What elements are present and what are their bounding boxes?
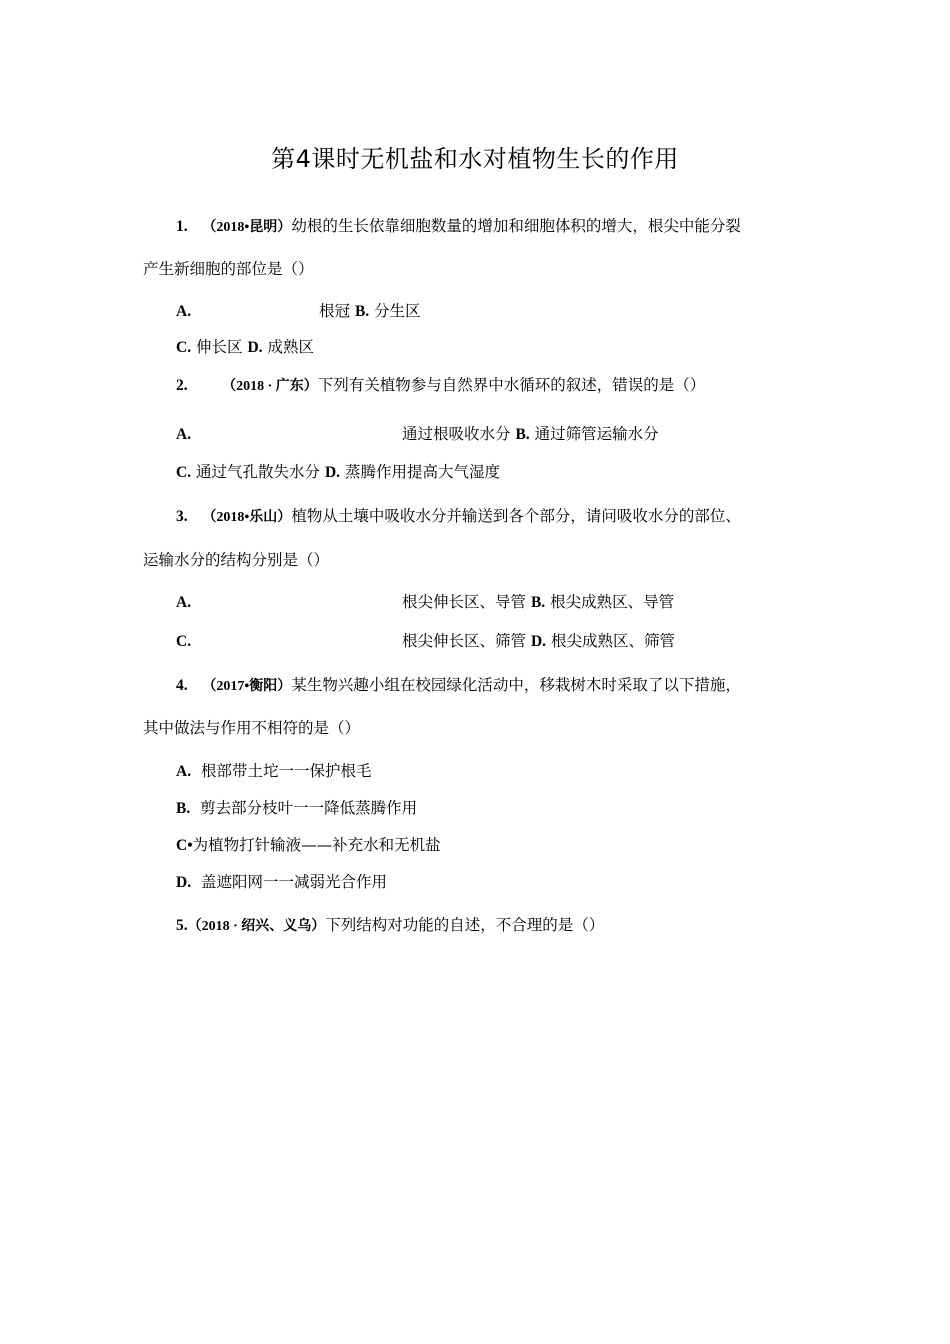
question-stem: 植物从土壤中吸收水分并输送到各个部分，请问吸收水分的部位、: [291, 507, 741, 525]
question-stem-continued: 运输水分的结构分别是（）: [143, 551, 330, 569]
question-source: （2018•昆明）: [202, 220, 292, 235]
option-line: [176, 301, 421, 322]
option-text: 通过筛管运输水分: [534, 425, 659, 443]
question-stem-continued: 其中做法与作用不相符的是（）: [143, 719, 361, 737]
option-label: C.: [176, 633, 192, 650]
question-stem: 某生物兴趣小组在校园绿化活动中，移栽树木时采取了以下措施，: [291, 676, 741, 694]
question-source: （2018•乐山）: [202, 510, 292, 525]
option-label: A.: [176, 426, 192, 443]
option-text: 为植物打针输液——补充水和无机盐: [192, 836, 441, 854]
option-line: [176, 462, 500, 483]
option-line: [176, 424, 659, 445]
option-line: [176, 872, 387, 893]
option-text: 剪去部分枝叶一一降低蒸腾作用: [200, 799, 418, 817]
option-text: 盖遮阳网一一减弱光合作用: [200, 873, 387, 891]
option-label: B.: [354, 303, 370, 320]
option-text: 根尖成熟区、导管: [550, 593, 675, 611]
option-line: [176, 631, 675, 652]
question-stem: 幼根的生长依靠细胞数量的增加和细胞体积的增大，根尖中能分裂: [291, 217, 741, 235]
option-line: [176, 337, 314, 358]
question-1: [176, 216, 741, 238]
question-5: [176, 915, 604, 937]
option-label: D.: [530, 633, 547, 650]
question-3: [176, 506, 741, 528]
option-line: [176, 592, 675, 613]
option-line: [176, 798, 417, 819]
option-label: C.: [176, 464, 192, 481]
option-text: 成熟区: [267, 338, 314, 356]
question-number: 4.: [176, 677, 188, 694]
option-text: 根尖伸长区、筛管: [402, 632, 527, 650]
option-text: 通过气孔散失水分: [196, 463, 321, 481]
question-number: 3.: [176, 508, 188, 525]
question-stem-continued: 产生新细胞的部位是（）: [143, 260, 314, 278]
option-label: C.: [176, 339, 192, 356]
page-title: 第4课时无机盐和水对植物生长的作用: [271, 145, 679, 173]
option-line: [176, 761, 371, 782]
question-stem: 下列结构对功能的自述，不合理的是（）: [325, 916, 605, 934]
option-label: B.: [530, 594, 546, 611]
question-stem: 下列有关植物参与自然界中水循环的叙述，错误的是（）: [317, 376, 706, 394]
question-source: （2018 · 广东）: [222, 379, 318, 394]
option-text: 分生区: [374, 302, 421, 320]
option-label: A.: [176, 594, 192, 611]
option-label: D.: [247, 339, 263, 356]
option-text: 根尖伸长区、导管: [402, 593, 527, 611]
option-label: D.: [324, 464, 341, 481]
question-source: （2018 · 绍兴、义乌）: [187, 919, 326, 934]
option-label: B.: [515, 426, 530, 443]
option-label: A.: [176, 303, 192, 320]
question-number: 5.: [176, 917, 188, 934]
option-text: 根尖成熟区、筛管: [550, 632, 675, 650]
option-text: 根部带土坨一一保护根毛: [200, 762, 372, 780]
option-text: 伸长区: [196, 338, 243, 356]
option-text: 通过根吸收水分: [402, 425, 511, 443]
question-source: （2017•衡阳）: [202, 679, 292, 694]
option-label: B.: [176, 800, 191, 817]
question-4: [176, 675, 741, 697]
option-text: 根冠: [319, 302, 351, 320]
question-number: 1.: [176, 218, 188, 235]
option-label: C•: [176, 837, 193, 854]
option-line: [176, 835, 441, 856]
option-label: A.: [176, 763, 192, 780]
option-label: D.: [176, 874, 192, 891]
question-number: 2.: [176, 377, 188, 394]
option-text: 蒸腾作用提高大气湿度: [344, 463, 500, 481]
question-2: [176, 375, 705, 397]
